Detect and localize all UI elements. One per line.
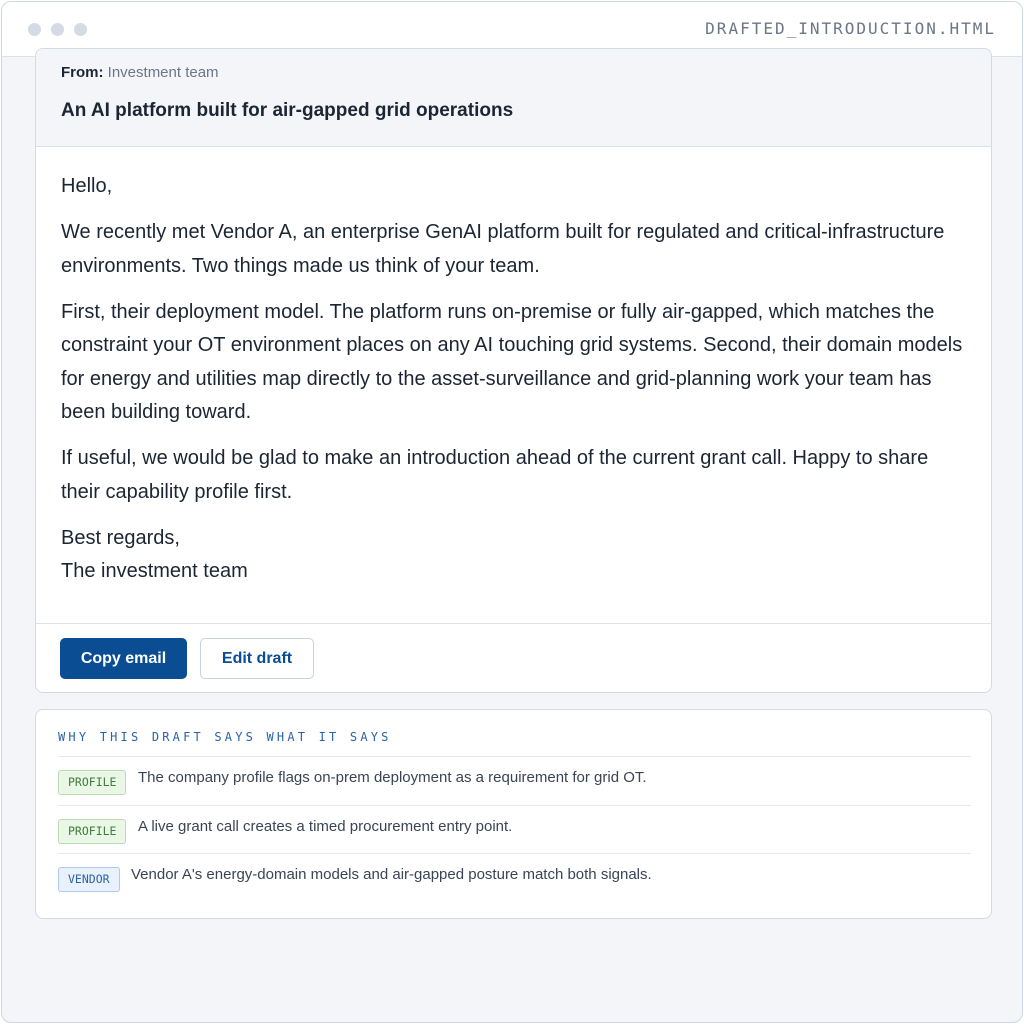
source-tag-profile: PROFILE bbox=[58, 770, 126, 795]
source-tag-profile: PROFILE bbox=[58, 819, 126, 844]
from-label: From: bbox=[61, 64, 104, 81]
window-filename: DRAFTED_INTRODUCTION.HTML bbox=[705, 19, 996, 38]
rationale-text: A live grant call creates a timed procurement entry point. bbox=[138, 818, 513, 835]
email-body bbox=[61, 170, 971, 601]
email-subject: An AI platform built for air-gapped grid operations bbox=[61, 100, 514, 121]
rationale-text: Vendor A's energy-domain models and air-gapped posture match both signals. bbox=[131, 866, 652, 883]
from-value: Investment team bbox=[107, 64, 219, 81]
close-dot-icon[interactable] bbox=[28, 23, 41, 36]
copy-email-button[interactable]: Copy email bbox=[60, 638, 187, 679]
email-signoff: Best regards, bbox=[61, 526, 180, 549]
rationale-row bbox=[58, 805, 971, 854]
email-paragraph: We recently met Vendor A, an enterprise GenAI platform built for regulated and critical-infrastructure environments. Two things made us think of your team. bbox=[61, 221, 945, 277]
rationale-card bbox=[35, 709, 992, 919]
rationale-row bbox=[58, 853, 971, 902]
window-controls bbox=[28, 23, 87, 36]
email-closing bbox=[61, 522, 971, 589]
maximize-dot-icon[interactable] bbox=[74, 23, 87, 36]
email-header bbox=[36, 49, 991, 147]
email-greeting: Hello, bbox=[61, 175, 113, 197]
email-paragraph: If useful, we would be glad to make an introduction ahead of the current grant call. Happy to share their capability profile first. bbox=[61, 447, 929, 503]
rationale-row bbox=[58, 756, 971, 805]
email-from bbox=[61, 64, 219, 81]
email-actions bbox=[36, 623, 991, 693]
rationale-title: WHY THIS DRAFT SAYS WHAT IT SAYS bbox=[58, 730, 392, 744]
edit-draft-button[interactable]: Edit draft bbox=[200, 638, 314, 679]
email-paragraph: First, their deployment model. The platform runs on-premise or fully air-gapped, which matches the constraint your OT environment places on any AI touching grid systems. Second, their domain models for energy and utilities map directly to the asset-surveillance and grid-planning work your team has been building toward. bbox=[61, 300, 963, 423]
rationale-text: The company profile flags on-prem deployment as a requirement for grid OT. bbox=[138, 769, 647, 786]
email-card bbox=[35, 48, 992, 693]
app-window bbox=[1, 1, 1023, 1023]
minimize-dot-icon[interactable] bbox=[51, 23, 64, 36]
email-signature: The investment team bbox=[61, 560, 248, 582]
source-tag-vendor: VENDOR bbox=[58, 867, 120, 892]
